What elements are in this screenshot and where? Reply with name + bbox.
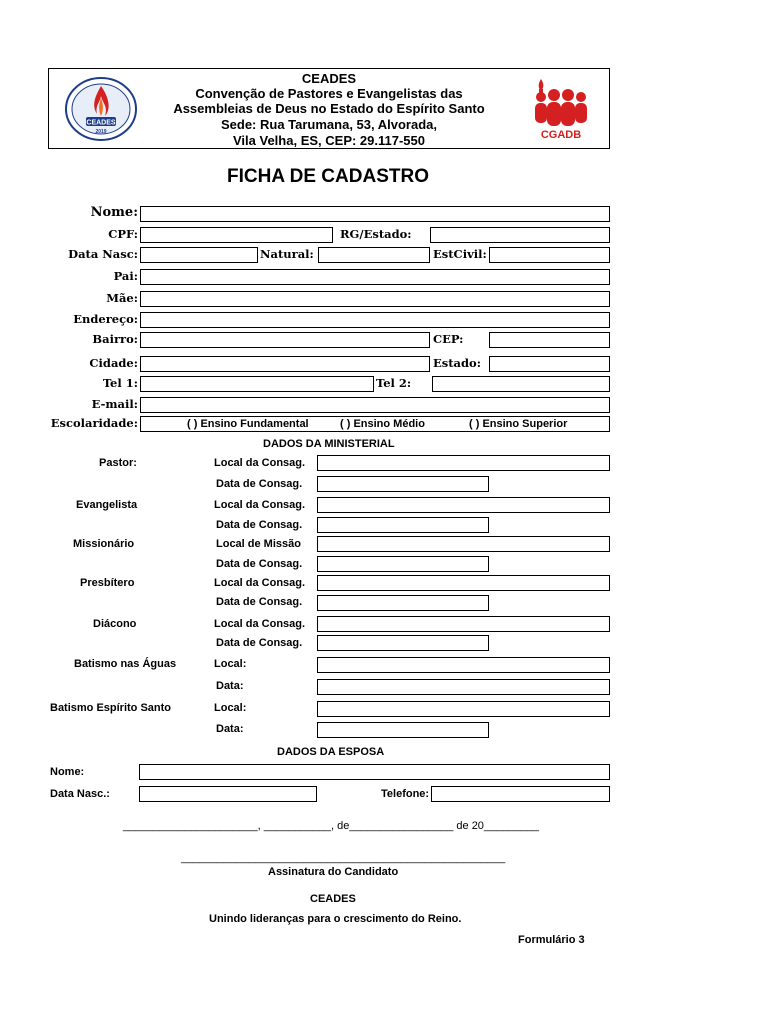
label-missionario: Missionário xyxy=(73,538,135,550)
bairro-field[interactable] xyxy=(140,332,430,348)
footer-org: CEADES xyxy=(310,893,356,905)
label-email: E-mail: xyxy=(91,397,138,411)
label-batismo-espirito-local: Local: xyxy=(214,702,247,714)
estado-field[interactable] xyxy=(489,356,610,372)
presbitero-local-field[interactable] xyxy=(317,575,610,591)
header-line-1: CEADES xyxy=(301,71,357,86)
label-estcivil: EstCivil: xyxy=(433,247,487,261)
batismo-aguas-local-field[interactable] xyxy=(317,657,610,673)
label-missionario-local: Local de Missão xyxy=(216,538,301,550)
tel1-field[interactable] xyxy=(140,376,374,392)
cidade-field[interactable] xyxy=(140,356,430,372)
missionario-data-field[interactable] xyxy=(317,556,489,572)
label-pastor-local: Local da Consag. xyxy=(214,457,306,469)
form-number: Formulário 3 xyxy=(518,934,585,946)
opt-ensino-medio[interactable]: ( ) Ensino Médio xyxy=(340,418,425,430)
pastor-data-field[interactable] xyxy=(317,476,489,492)
label-batismo-espirito-data: Data: xyxy=(216,723,244,735)
label-mae: Mãe: xyxy=(106,291,138,305)
label-evangelista-local: Local da Consag. xyxy=(214,499,306,511)
label-presbitero-data: Data de Consag. xyxy=(216,596,303,608)
presbitero-data-field[interactable] xyxy=(317,595,489,611)
estcivil-field[interactable] xyxy=(489,247,610,263)
label-endereco: Endereço: xyxy=(73,312,138,326)
header-line-5: Vila Velha, ES, CEP: 29.117-550 xyxy=(233,133,425,148)
batismo-espirito-local-field[interactable] xyxy=(317,701,610,717)
label-cpf: CPF: xyxy=(108,227,138,241)
esposa-telefone-field[interactable] xyxy=(431,786,610,802)
rg-field[interactable] xyxy=(430,227,610,243)
label-cep: CEP: xyxy=(433,332,464,346)
header-line-4: Sede: Rua Tarumana, 53, Alvorada, xyxy=(220,117,438,132)
label-pastor-data: Data de Consag. xyxy=(216,478,303,490)
svg-text:CEADES: CEADES xyxy=(86,119,116,127)
svg-text:2019: 2019 xyxy=(95,129,107,135)
label-estado: Estado: xyxy=(433,356,481,370)
signature-line[interactable]: _____________________________________________________ xyxy=(181,852,506,864)
label-presbitero: Presbítero xyxy=(80,577,135,589)
batismo-aguas-data-field[interactable] xyxy=(317,679,610,695)
evangelista-local-field[interactable] xyxy=(317,497,610,513)
diacono-data-field[interactable] xyxy=(317,635,489,651)
label-pai: Pai: xyxy=(113,269,138,283)
esposa-data-nasc-field[interactable] xyxy=(139,786,317,802)
cep-field[interactable] xyxy=(489,332,610,348)
opt-ensino-fundamental[interactable]: ( ) Ensino Fundamental xyxy=(187,418,309,430)
label-tel2: Tel 2: xyxy=(376,376,412,390)
cpf-field[interactable] xyxy=(140,227,333,243)
cgadb-logo xyxy=(527,75,595,145)
header-line-3: Assembleias de Deus no Estado do Espírito Santo xyxy=(173,101,485,116)
natural-field[interactable] xyxy=(318,247,430,263)
signature-label: Assinatura do Candidato xyxy=(268,866,399,878)
label-evangelista: Evangelista xyxy=(76,499,138,511)
section-esposa: DADOS DA ESPOSA xyxy=(277,746,385,758)
page-title: FICHA DE CADASTRO xyxy=(227,166,429,187)
label-rg: RG/Estado: xyxy=(340,227,412,241)
label-bairro: Bairro: xyxy=(92,332,138,346)
label-esposa-telefone: Telefone: xyxy=(381,788,430,800)
label-pastor: Pastor: xyxy=(99,457,137,469)
label-batismo-aguas: Batismo nas Águas xyxy=(74,658,177,670)
label-nome: Nome: xyxy=(90,205,138,220)
label-batismo-espirito: Batismo Espírito Santo xyxy=(50,702,172,714)
label-evangelista-data: Data de Consag. xyxy=(216,519,303,531)
mae-field[interactable] xyxy=(140,291,610,307)
batismo-espirito-data-field[interactable] xyxy=(317,722,489,738)
label-presbitero-local: Local da Consag. xyxy=(214,577,306,589)
date-line[interactable]: ______________________, ___________, de_________________ de 20_________ xyxy=(123,820,539,832)
label-diacono-local: Local da Consag. xyxy=(214,618,306,630)
header-box xyxy=(48,68,610,149)
label-diacono-data: Data de Consag. xyxy=(216,637,303,649)
diacono-local-field[interactable] xyxy=(317,616,610,632)
opt-ensino-superior[interactable]: ( ) Ensino Superior xyxy=(469,418,568,430)
label-data-nasc: Data Nasc: xyxy=(68,247,138,261)
label-diacono: Diácono xyxy=(93,618,137,630)
label-natural: Natural: xyxy=(260,247,314,261)
pastor-local-field[interactable] xyxy=(317,455,610,471)
label-tel1: Tel 1: xyxy=(102,376,138,390)
label-missionario-data: Data de Consag. xyxy=(216,558,303,570)
label-batismo-aguas-local: Local: xyxy=(214,658,247,670)
endereco-field[interactable] xyxy=(140,312,610,328)
label-cidade: Cidade: xyxy=(89,356,138,370)
email-field[interactable] xyxy=(140,397,610,413)
nome-field[interactable] xyxy=(140,206,610,222)
label-esposa-data-nasc: Data Nasc.: xyxy=(50,788,110,800)
pai-field[interactable] xyxy=(140,269,610,285)
footer-slogan: Unindo lideranças para o crescimento do Reino. xyxy=(209,913,462,925)
missionario-local-field[interactable] xyxy=(317,536,610,552)
svg-text:CGADB: CGADB xyxy=(540,129,582,141)
evangelista-data-field[interactable] xyxy=(317,517,489,533)
data-nasc-field[interactable] xyxy=(140,247,258,263)
label-escolaridade: Escolaridade: xyxy=(50,416,138,430)
header-line-2: Convenção de Pastores e Evangelistas das xyxy=(195,86,463,101)
label-batismo-aguas-data: Data: xyxy=(216,680,244,692)
section-ministerial: DADOS DA MINISTERIAL xyxy=(263,438,395,450)
esposa-nome-field[interactable] xyxy=(139,764,610,780)
label-esposa-nome: Nome: xyxy=(50,766,85,778)
tel2-field[interactable] xyxy=(432,376,610,392)
